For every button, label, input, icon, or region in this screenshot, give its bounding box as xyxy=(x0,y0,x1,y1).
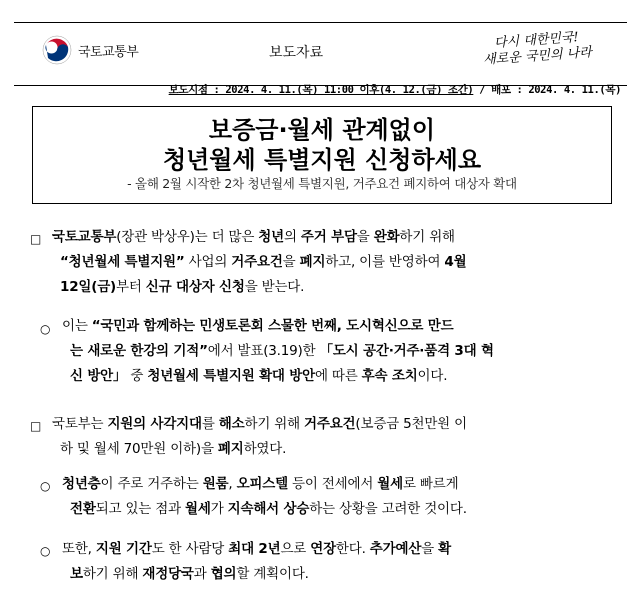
paragraph-1-line-1 xyxy=(52,225,612,250)
text-segment: 중 xyxy=(126,368,148,384)
paragraph-4-line-2 xyxy=(70,497,612,522)
text-segment: 을 xyxy=(421,541,439,557)
text-segment: 에 따른 xyxy=(314,368,362,384)
text-segment: 지원의 사각지대 xyxy=(107,416,202,432)
slogan-line-1: 다시 대한민국! xyxy=(493,30,580,51)
text-segment: 하기 위해 xyxy=(399,229,455,245)
text-segment: 폐지 xyxy=(217,441,244,457)
paragraph-3 xyxy=(52,412,612,462)
text-segment: 등이 전세에서 xyxy=(287,476,378,492)
subtitle: - 올해 2월 시작한 2차 청년월세 특별지원, 거주요건 폐지하여 대상자 확대 xyxy=(127,176,517,191)
text-segment: 하 및 월세 70만원 이하)을 xyxy=(60,441,218,457)
text-segment: 국토교통부 xyxy=(52,229,117,245)
taegeuk-emblem-icon xyxy=(42,35,72,65)
text-segment: 또한, xyxy=(62,541,96,557)
embargo-time: 보도시점 : 2024. 4. 11.(목) 11:00 이후(4. 12.(금) 조간) xyxy=(168,84,474,96)
text-segment: (보증금 5천만원 이 xyxy=(355,416,467,432)
text-segment: 추가예산 xyxy=(369,541,422,557)
paragraph-1-line-3 xyxy=(60,275,612,300)
text-segment: 가 xyxy=(210,501,228,517)
ministry-logo xyxy=(42,35,138,65)
text-segment: 폐지 xyxy=(299,254,326,270)
circle-bullet: ○ xyxy=(40,544,51,558)
title-box xyxy=(32,106,612,204)
text-segment: 거주요건 xyxy=(231,254,283,270)
text-segment: “국민과 함께하는 민생토론회 스물한 번째, 도시혁신으로 만드 xyxy=(91,318,454,334)
text-segment: 보 xyxy=(70,566,83,582)
square-bullet: □ xyxy=(30,232,42,246)
text-segment: 하고, 이를 반영하여 xyxy=(325,254,445,270)
text-segment: 지속해서 상승 xyxy=(227,501,310,517)
text-segment: 연장 xyxy=(310,541,336,557)
text-segment: 거주요건 xyxy=(304,416,356,432)
headline-line-2: 청년월세 특별지원 신청하세요 xyxy=(162,146,482,174)
text-segment: 도 한 사람당 xyxy=(151,541,229,557)
text-segment: 한다. xyxy=(335,541,370,557)
text-segment: 신 방안」 xyxy=(70,368,127,384)
text-segment: 을 받는다. xyxy=(244,279,305,295)
text-segment: 4월 xyxy=(444,254,467,270)
circle-bullet: ○ xyxy=(40,479,51,493)
text-segment: 「도시 공간·거주·품격 3대 혁 xyxy=(319,343,494,359)
text-segment: 확 xyxy=(438,541,451,557)
paragraph-5 xyxy=(62,537,612,587)
org-name: 국토교통부 xyxy=(78,44,139,60)
text-segment: 는 새로운 한강의 기적” xyxy=(70,343,208,359)
text-segment: 월세 xyxy=(185,501,211,517)
text-segment: 12일(금) xyxy=(60,279,117,295)
paragraph-1 xyxy=(52,225,612,300)
distribution-date: / 배포 : 2024. 4. 11.(목) xyxy=(473,84,621,96)
text-segment: 원룸 xyxy=(202,476,229,492)
text-segment: 재정당국 xyxy=(142,566,194,582)
text-segment: 를 xyxy=(201,416,219,432)
text-segment: , xyxy=(228,476,237,492)
text-segment: 국토부는 xyxy=(52,416,108,432)
text-segment: 을 xyxy=(356,229,374,245)
text-segment: “청년월세 특별지원” xyxy=(60,254,185,270)
text-segment: 으로 xyxy=(280,541,311,557)
text-segment: 에서 발표(3.19)한 xyxy=(207,343,320,359)
text-segment: 월세 xyxy=(377,476,403,492)
embargo-line xyxy=(169,82,621,97)
text-segment: 이다. xyxy=(417,368,448,384)
paragraph-4 xyxy=(62,472,612,522)
text-segment: 완화 xyxy=(373,229,400,245)
text-segment: 하였다. xyxy=(243,441,287,457)
text-segment: 후속 조치 xyxy=(361,368,418,384)
text-segment: 부터 xyxy=(116,279,146,295)
paragraph-2-line-1 xyxy=(62,314,612,339)
text-segment: 이는 xyxy=(62,318,92,334)
paragraph-3-line-2 xyxy=(60,437,612,462)
paragraph-1-line-2 xyxy=(60,250,612,275)
paragraph-5-line-1 xyxy=(62,537,612,562)
text-segment: 로 빠르게 xyxy=(402,476,459,492)
paragraph-4-line-1 xyxy=(62,472,612,497)
text-segment: 최대 2년 xyxy=(228,541,281,557)
text-segment: 협의 xyxy=(210,566,237,582)
text-segment: 해소 xyxy=(218,416,245,432)
slogan-line-2: 새로운 국민의 나라 xyxy=(482,45,593,68)
text-segment: 과 xyxy=(193,566,211,582)
text-segment: 할 계획이다. xyxy=(236,566,309,582)
document-type: 보도자료 xyxy=(269,45,324,61)
text-segment: 을 xyxy=(282,254,300,270)
text-segment: 주거 부담 xyxy=(300,229,357,245)
text-segment: 지원 기간 xyxy=(95,541,152,557)
text-segment: 하는 상황을 고려한 것이다. xyxy=(309,501,467,517)
circle-bullet: ○ xyxy=(40,322,51,336)
text-segment: 이 주로 거주하는 xyxy=(100,476,203,492)
paragraph-2-line-3 xyxy=(70,364,612,389)
press-release-header xyxy=(14,22,627,86)
paragraph-2 xyxy=(62,314,612,389)
text-segment: 하기 위해 xyxy=(82,566,143,582)
text-segment: 사업의 xyxy=(184,254,232,270)
text-segment: 의 xyxy=(283,229,301,245)
text-segment: 하기 위해 xyxy=(244,416,305,432)
paragraph-3-line-1 xyxy=(52,412,612,437)
text-segment: 청년 xyxy=(258,229,284,245)
paragraph-5-line-2 xyxy=(70,562,612,587)
text-segment: (장관 박상우)는 더 많은 xyxy=(116,229,259,245)
text-segment: 청년월세 특별지원 확대 방안 xyxy=(147,368,315,384)
text-segment: 청년층 xyxy=(62,476,101,492)
text-segment: 되고 있는 점과 xyxy=(95,501,186,517)
text-segment: 전환 xyxy=(70,501,96,517)
headline-line-1: 보증금·월세 관계없이 xyxy=(208,116,436,144)
text-segment: 오피스텔 xyxy=(236,476,288,492)
square-bullet: □ xyxy=(30,419,42,433)
text-segment: 신규 대상자 신청 xyxy=(145,279,245,295)
slogan xyxy=(466,28,608,70)
paragraph-2-line-2 xyxy=(70,339,612,364)
